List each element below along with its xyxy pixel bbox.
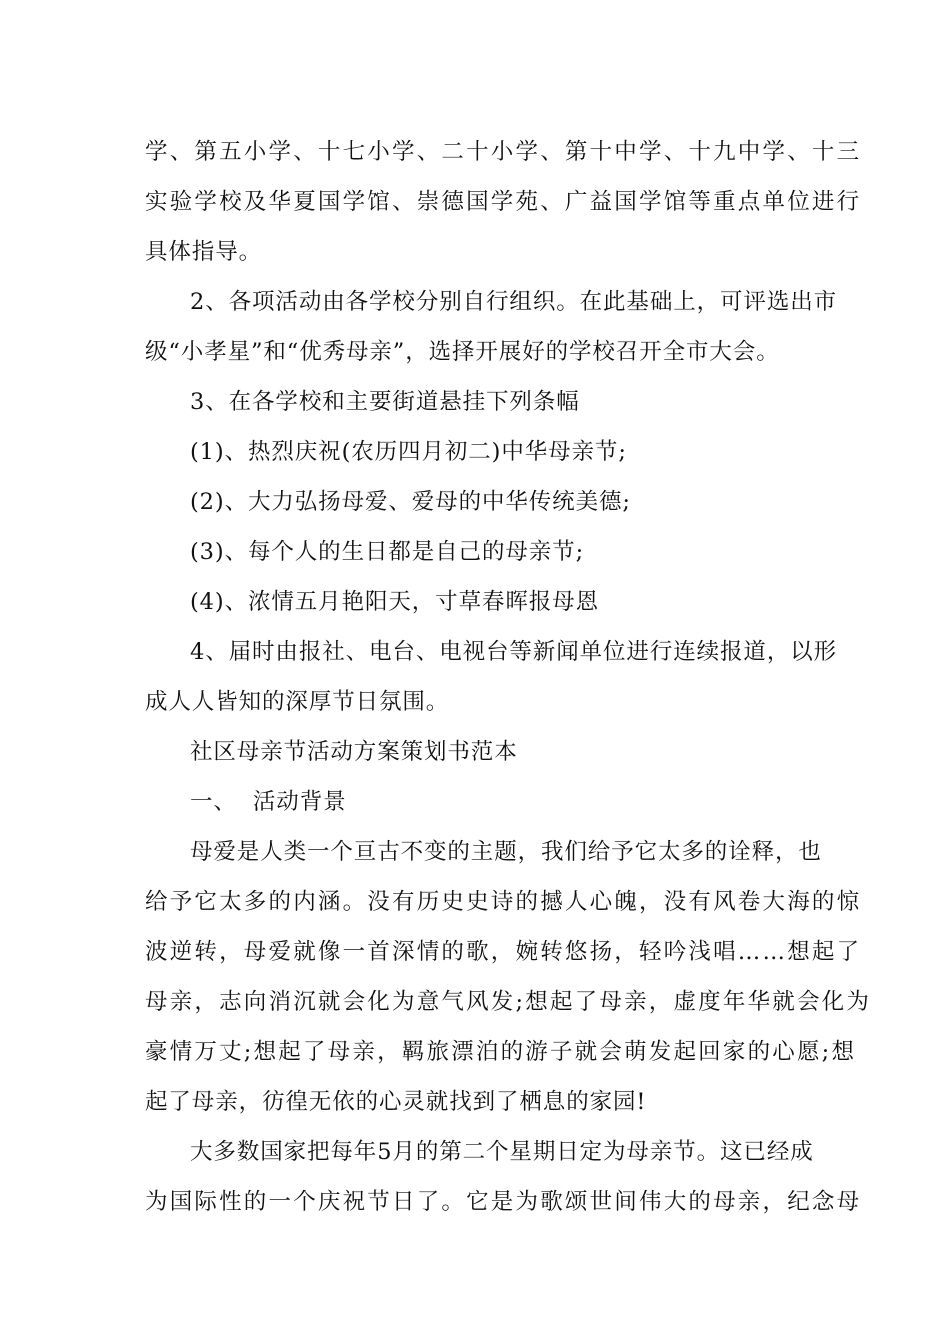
text-line: 豪情万丈;想起了母亲，羁旅漂泊的游子就会萌发起回家的心愿;想 bbox=[145, 1039, 857, 1065]
text-line: 级“小孝星”和“优秀母亲”，选择开展好的学校召开全市大会。 bbox=[145, 339, 780, 365]
text-line: 给予它太多的内涵。没有历史史诗的撼人心魄，没有风卷大海的惊 bbox=[145, 889, 862, 915]
text-line: 学、第五小学、十七小学、二十小学、第十中学、十九中学、十三 bbox=[145, 139, 862, 165]
text-line: 大多数国家把每年5月的第二个星期日定为母亲节。这已经成 bbox=[190, 1139, 814, 1165]
banner-item: (3)、每个人的生日都是自己的母亲节; bbox=[190, 539, 585, 565]
text-line: 3、在各学校和主要街道悬挂下列条幅 bbox=[190, 389, 580, 415]
text-line: 2、各项活动由各学校分别自行组织。在此基础上，可评选出市 bbox=[190, 289, 838, 315]
banner-item: (2)、大力弘扬母爱、爱母的中华传统美德; bbox=[190, 489, 631, 515]
text-line: 母爱是人类一个亘古不变的主题，我们给予它太多的诠释，也 bbox=[190, 839, 822, 865]
banner-item: (1)、热烈庆祝(农历四月初二)中华母亲节; bbox=[190, 439, 627, 465]
text-line: 波逆转，母爱就像一首深情的歌，婉转悠扬，轻吟浅唱……想起了 bbox=[145, 939, 862, 965]
text-line: 母亲，志向消沉就会化为意气风发;想起了母亲，虚度年华就会化为 bbox=[145, 989, 872, 1015]
section-title: 社区母亲节活动方案策划书范本 bbox=[190, 739, 518, 765]
text-line: 成人人皆知的深厚节日氛围。 bbox=[145, 689, 450, 715]
text-line: 实验学校及华夏国学馆、崇德国学苑、广益国学馆等重点单位进行 bbox=[145, 189, 862, 215]
text-line: 具体指导。 bbox=[145, 239, 263, 265]
banner-item: (4)、浓情五月艳阳天，寸草春晖报母恩 bbox=[190, 589, 599, 615]
section-heading: 一、 活动背景 bbox=[190, 789, 347, 815]
text-line: 起了母亲，彷徨无依的心灵就找到了栖息的家园! bbox=[145, 1089, 647, 1115]
text-line: 为国际性的一个庆祝节日了。它是为歌颂世间伟大的母亲，纪念母 bbox=[145, 1189, 862, 1215]
text-line: 4、届时由报社、电台、电视台等新闻单位进行连续报道，以形 bbox=[190, 639, 838, 665]
